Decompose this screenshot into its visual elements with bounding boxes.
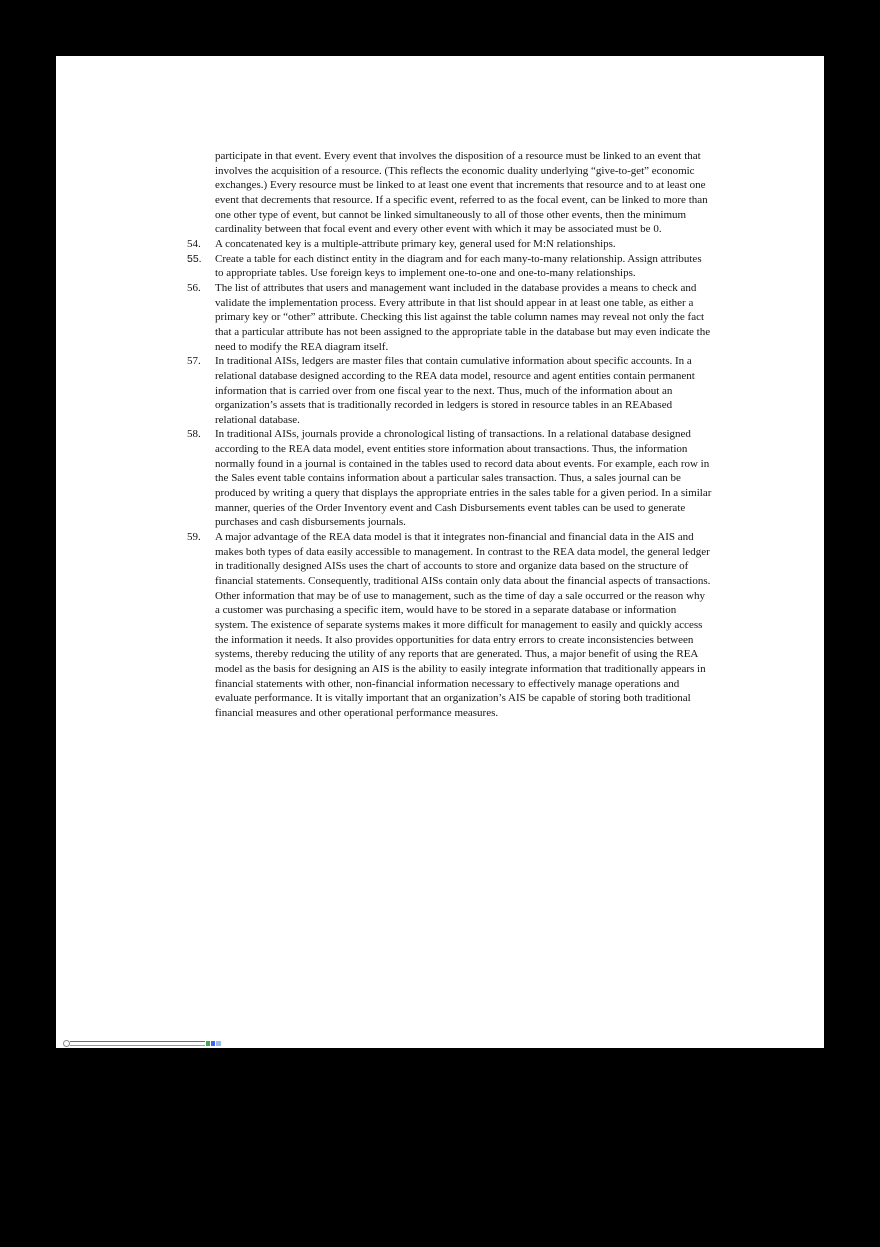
item-text: Create a table for each distinct entity in the diagram and for each many-to-many relationship. Assign attributes to appropriate tables. Use foreign keys to implement one-to-one and one-to-many relationships. [215, 252, 702, 280]
item-text: The list of attributes that users and management want included in the database provides a means to check and validate the implementation process. Every attribute in that list should appear in at least one table, as either a primary key or “other” attribute. Checking this list against the table column names may reveal not only the fact that a particular attribute has not been assigned to the appropriate table in the database but may even indicate the need to modify the REA diagram itself. [215, 281, 711, 353]
list-item-54 [187, 237, 714, 252]
continuation-paragraph: participate in that event. Every event that involves the disposition of a resource must be linked to an event that involves the acquisition of a resource. (This reflects the economic duality underlying “give-to-get” economic exchanges.) Every resource must be linked to at least one event that increments that resource and to at least one event that decrements that resource. If a specific event, referred to as the focal event, can be linked to more than one other type of event, but cannot be linked simultaneously to all of those other events, then the minimum cardinality between that focal event and every other event with which it may be associated must be 0. [215, 150, 708, 236]
list-item-55 [187, 252, 714, 281]
item-text: A concatenated key is a multiple-attribute primary key, general used for M:N relationships. [215, 237, 616, 250]
list-item-59 [187, 530, 714, 721]
item-number: 58. [187, 428, 201, 441]
page-text-content [187, 149, 714, 721]
item-number: 55. [187, 252, 202, 265]
artifact-line [70, 1041, 205, 1046]
item-number: 59. [187, 531, 201, 544]
blue-tick-icon [211, 1041, 215, 1046]
list-item-56 [187, 281, 714, 354]
item-number: 54. [187, 237, 201, 250]
list-item-57 [187, 354, 714, 427]
artifact-ring-icon [63, 1040, 70, 1047]
page-bottom-artifact [63, 1040, 221, 1047]
item-text: A major advantage of the REA data model is that it integrates non-financial and financial data in the AIS and makes both types of data easily accessible to management. In contrast to the REA data model, the general ledger in traditionally designed AISs uses the chart of accounts to store and organize data based on the structure of financial statements. Consequently, traditional AISs contain only data about the financial aspects of transactions. Other information that may be of use to management, such as the time of day a sale occurred or the reason why a customer was purchasing a specific item, would have to be stored in a separate database or information system. The existence of separate systems makes it more difficult for management to easily and quickly access the information it needs. It also provides opportunities for data entry errors to create inconsistencies between systems, thereby reducing the utility of any reports that are generated. Thus, a major benefit of using the REA model as the basis for designing an AIS is the ability to easily integrate information that traditionally appears in financial statements with other, non-financial information necessary to effectively manage operations and evaluate performance. It is vitally important that an organization’s AIS be capable of storing both traditional financial measures and other operational performance measures. [215, 531, 711, 719]
item-number: 57. [187, 355, 201, 368]
document-page [56, 56, 824, 1048]
item-number: 56. [187, 281, 201, 294]
light-blue-tick-icon [216, 1041, 221, 1046]
item-text: In traditional AISs, ledgers are master files that contain cumulative information about specific accounts. In a relational database designed according to the REA data model, resource and agent entities contain permanent information that is carried over from one fiscal year to the next. Thus, much of the information about an organization’s assets that is traditionally recorded in ledgers is stored in resource tables in an REAbased relational database. [215, 355, 695, 426]
list-item-58 [187, 427, 714, 530]
item-text: In traditional AISs, journals provide a chronological listing of transactions. In a relational database designed according to the REA data model, event entities store information about transactions. Thus, the information normally found in a journal is contained in the tables used to record data about events. For example, each row in the Sales event table contains information about a particular sales transaction. Thus, a sales journal can be produced by writing a query that displays the appropriate entries in the sales table for a given period. In a similar manner, queries of the Order Inventory event and Cash Disbursements event tables can be used to generate purchases and cash disbursements journals. [215, 428, 712, 529]
green-tick-icon [206, 1041, 210, 1046]
answer-list [187, 237, 714, 721]
